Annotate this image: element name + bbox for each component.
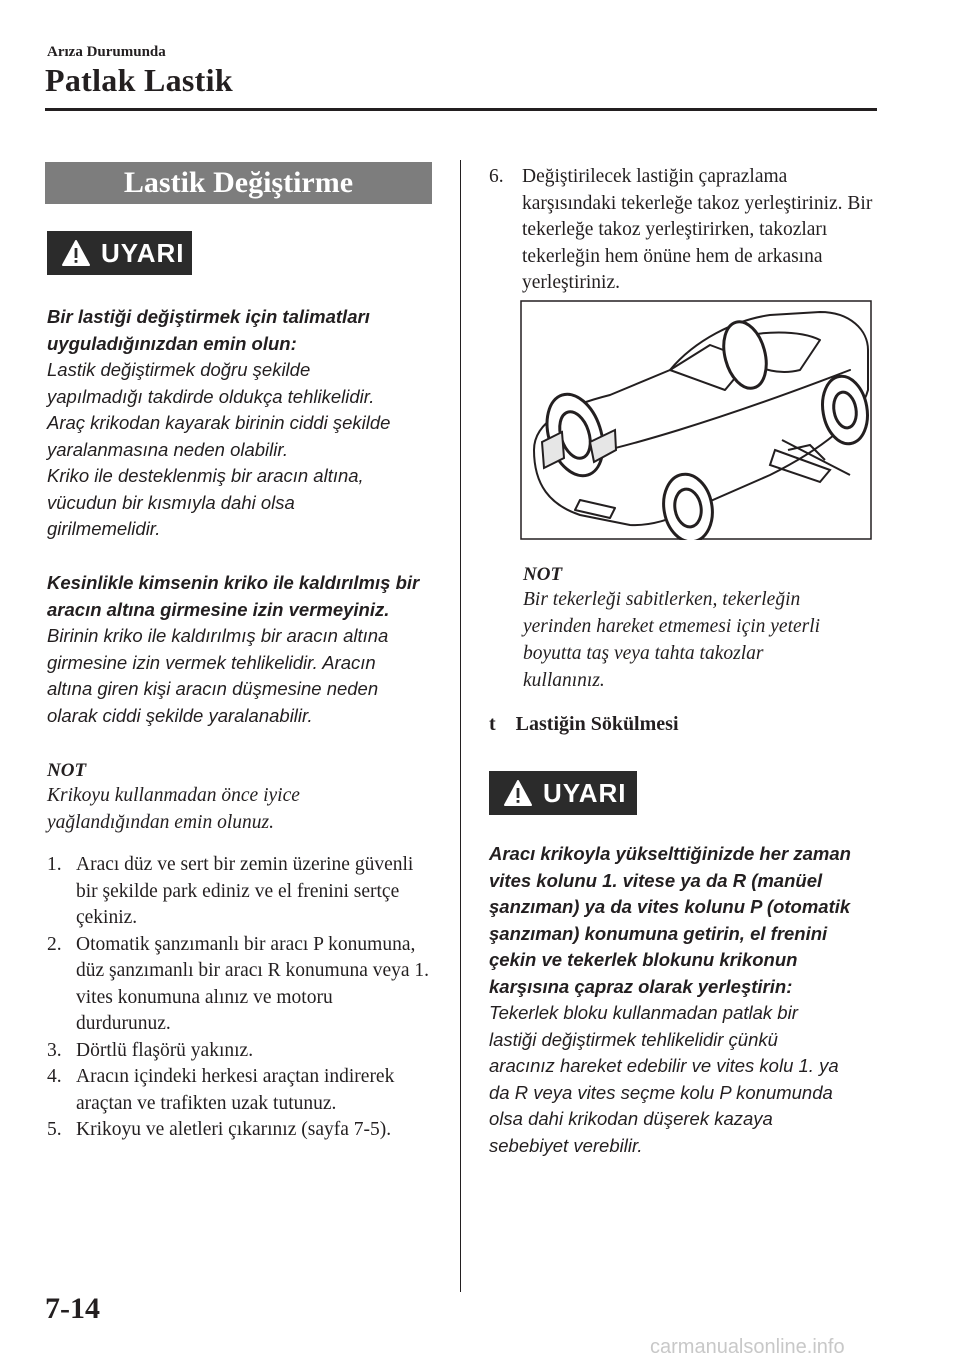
step-number: 3. [47,1039,62,1061]
warning-line: Tekerlek bloku kullanmadan patlak bir [489,1002,798,1023]
warning-line: girilmemelidir. [47,518,161,539]
step-item [47,852,432,932]
warning-bold-line: aracın altına girmesine izin vermeyiniz. [47,598,390,620]
step-number: 6. [489,166,504,187]
warning-bold-line: çekin ve tekerlek blokunu krikonun [489,949,798,970]
note-heading: NOT [47,760,87,781]
step-text: Dörtlü flaşörü yakınız. [76,1039,254,1061]
warning-label: UYARI [101,237,185,268]
warning-line: olsa dahi krikodan düşerek kazaya [489,1108,773,1129]
subsection-bullet: t [489,713,496,735]
warning-line: aracınız hareket edebilir ve vites kolu 1. ya [489,1055,839,1076]
warning-line: Birinin kriko ile kaldırılmış bir aracın altına [47,625,389,646]
step-item [47,932,432,1038]
warning-text-2 [47,570,452,729]
warning-line: Araç krikodan kayarak birinin ciddi şekilde [47,412,391,433]
warning-triangle-icon [61,239,91,267]
step-number: 4. [47,1066,62,1087]
page-title: Patlak Lastik [45,62,233,98]
note-block-left [47,760,447,836]
warning-bold-line: Bir lastiği değiştirmek için talimatları [47,306,370,327]
warning-label: UYARI [543,777,627,808]
note-line: Bir tekerleği sabitlerken, tekerleğin [523,589,801,610]
warning-bold-line: şanzıman) konumuna getirin, el frenini [489,922,828,944]
warning-line: sebebiyet verebilir. [489,1134,643,1156]
warning-line: altına giren kişi aracın düşmesine neden [47,678,379,699]
warning-bold-line: uyguladığınızdan emin olun: [47,332,297,354]
step-text: Krikoyu ve aletleri çıkarınız (sayfa 7-5). [76,1119,392,1140]
subsection-title: Lastiğin Sökülmesi [515,713,679,735]
warning-bold-line: Kesinlikle kimsenin kriko ile kaldırılmış bir [47,572,420,593]
note-line: kullanınız. [523,670,605,691]
warning-bold-line: karşısına çapraz olarak yerleştirin: [489,975,793,997]
page-number: 7-14 [45,1292,100,1325]
step-item [47,1117,432,1144]
note-line: yerinden hareket etmemesi için yeterli [523,616,821,637]
warning-text-1 [47,304,447,543]
warning-line: Lastik değiştirmek doğru şekilde [47,359,311,380]
steps-list [47,852,432,1144]
title-rule [45,108,877,111]
note-heading: NOT [523,564,563,585]
warning-badge [47,231,192,275]
note-block-right [523,564,873,694]
step-text: Değiştirilecek lastiğin çaprazlama karşısındaki tekerleğe takoz yerleştiriniz. Bir tekerleğe takoz yerleştirirken, takozları tekerleğin hem önüne hem de arkasına yerleştiriniz. [522,166,873,293]
warning-line: da R veya vites seçme kolu P konumunda [489,1081,833,1103]
step-text: Aracın içindeki herkesi araçtan indirerek araçtan ve trafikten uzak tutunuz. [76,1066,395,1114]
warning-bold-line: şanzıman) ya da vites kolunu P (otomatik [489,896,851,917]
column-divider [460,160,461,1292]
watermark: carmanualsonline.info [650,1336,845,1358]
step-6 [489,164,884,297]
subsection-heading [489,713,679,736]
warning-bold-line: vites kolunu 1. vitese ya da R (manüel [489,869,823,891]
chapter-label: Arıza Durumunda [47,44,166,60]
step-text: Otomatik şanzımanlı bir aracı P konumuna, düz şanzımanlı bir aracı R konumuna veya 1. vites konumuna alınız ve motoru durdurunuz. [76,933,430,1034]
note-line: boyutta taş veya tahta takozlar [523,643,764,664]
warning-bold-line: Aracı krikoyla yükselttiğinizde her zaman [489,843,851,864]
section-title: Lastik Değiştirme [45,162,432,204]
car-wheel-chock-illustration [520,300,872,540]
warning-line: Kriko ile desteklenmiş bir aracın altına, [47,465,364,486]
step-number: 2. [47,933,62,955]
warning-text-3 [489,841,884,1159]
step-item [489,164,884,297]
warning-line: lastiği değiştirmek tehlikelidir çünkü [489,1028,778,1050]
note-line: Krikoyu kullanmadan önce iyice [47,785,300,806]
warning-line: yaralanmasına neden olabilir. [47,438,288,460]
note-line: yağlandığından emin olunuz. [47,812,274,833]
warning-badge [489,771,637,815]
warning-line: vücudun bir kısmıyla dahi olsa [47,491,295,513]
step-item [47,1038,432,1065]
warning-line: yapılmadığı takdirde oldukça tehlikelidir. [47,385,375,407]
step-number: 1. [47,854,62,875]
step-text: Aracı düz ve sert bir zemin üzerine güvenli bir şekilde park ediniz ve el frenini sertçe çekiniz. [76,854,414,928]
warning-line: girmesine izin vermek tehlikelidir. Aracın [47,651,376,673]
warning-triangle-icon [503,779,533,807]
step-number: 5. [47,1119,62,1140]
step-item [47,1064,432,1117]
warning-line: olarak ciddi şekilde yaralanabilir. [47,704,313,726]
